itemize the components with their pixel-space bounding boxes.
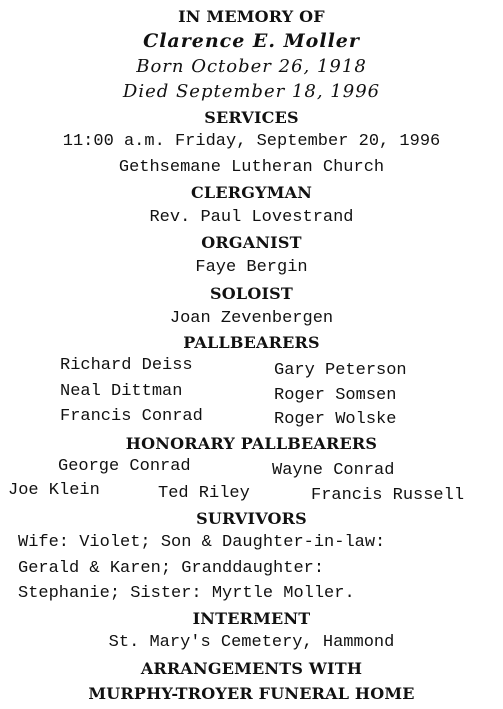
pallbearer-name: Neal Dittman <box>60 382 183 401</box>
soloist-heading: SOLOIST <box>209 284 294 303</box>
service-time-date: 11:00 a.m. Friday, September 20, 1996 <box>62 132 441 151</box>
honorary-pallbearer-name: Francis Russell <box>311 486 465 505</box>
survivors-line: Gerald & Karen; Granddaughter: <box>18 559 325 578</box>
interment-place: St. Mary's Cemetery, Hammond <box>108 633 395 652</box>
pallbearer-name: Francis Conrad <box>60 407 203 426</box>
survivors-line: Stephanie; Sister: Myrtle Moller. <box>18 584 355 603</box>
survivors-heading: SURVIVORS <box>196 509 307 528</box>
clergyman-heading: CLERGYMAN <box>190 183 313 202</box>
arrangements-heading: ARRANGEMENTS WITH <box>140 659 363 678</box>
interment-heading: INTERMENT <box>192 609 311 628</box>
birth-date: Born October 26, 1918 <box>136 56 367 77</box>
organist-name: Faye Bergin <box>195 258 308 277</box>
pallbearer-name: Roger Wolske <box>274 410 397 429</box>
soloist-name: Joan Zevenbergen <box>169 309 334 328</box>
pallbearer-name: Roger Somsen <box>274 386 397 405</box>
honorary-pallbearer-name: Joe Klein <box>8 481 100 500</box>
pallbearer-name: Richard Deiss <box>60 356 193 375</box>
funeral-home-name: MURPHY-TROYER FUNERAL HOME <box>88 684 415 703</box>
honorary-pallbearer-name: Wayne Conrad <box>272 461 395 480</box>
survivors-line: Wife: Violet; Son & Daughter-in-law: <box>18 533 386 552</box>
death-date: Died September 18, 1996 <box>122 81 381 102</box>
honorary-pallbearer-name: Ted Riley <box>158 484 250 503</box>
honorary-pallbearers-heading: HONORARY PALLBEARERS <box>125 434 378 453</box>
deceased-name: Clarence E. Moller <box>143 30 360 52</box>
services-heading: SERVICES <box>204 108 299 127</box>
honorary-pallbearer-name: George Conrad <box>58 457 191 476</box>
pallbearer-name: Gary Peterson <box>274 361 407 380</box>
in-memory-heading: IN MEMORY OF <box>178 7 325 26</box>
service-location: Gethsemane Lutheran Church <box>118 158 385 177</box>
pallbearers-heading: PALLBEARERS <box>183 333 320 352</box>
organist-heading: ORGANIST <box>201 233 302 252</box>
clergyman-name: Rev. Paul Lovestrand <box>149 208 354 227</box>
